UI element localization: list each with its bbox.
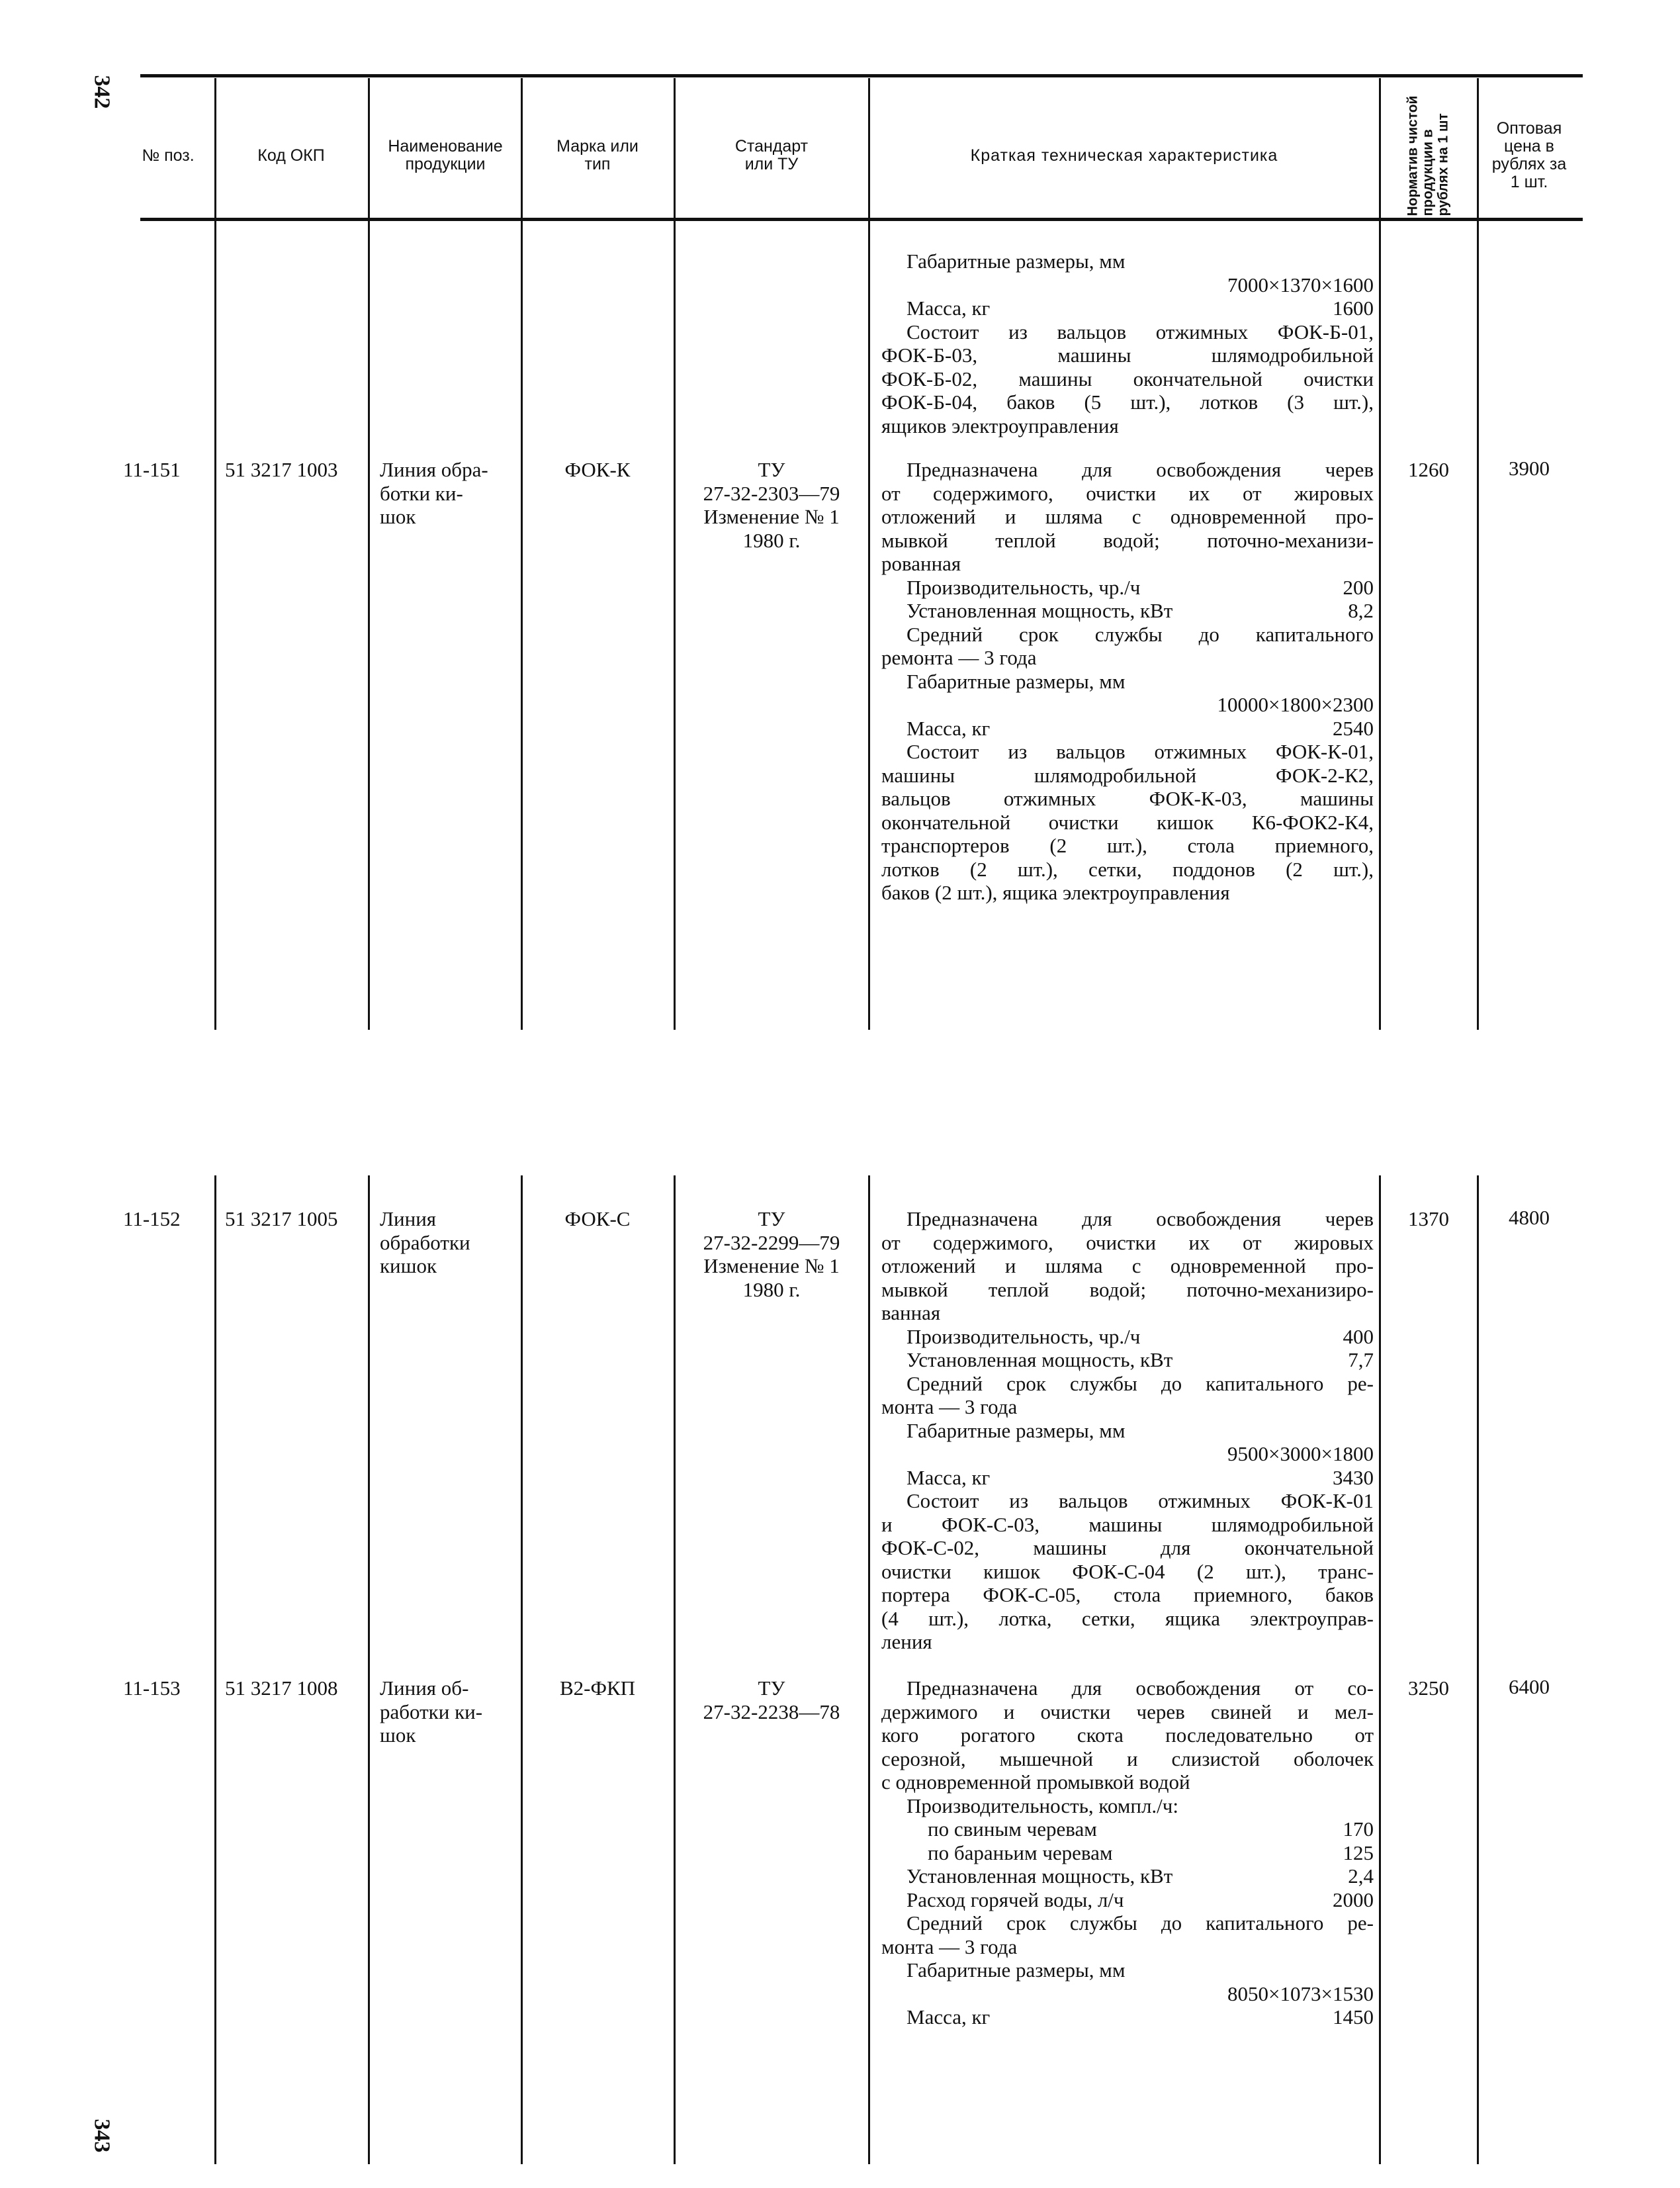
column-divider	[368, 220, 370, 1030]
description-line: машины шлямодробильной ФОК-2-К2,	[881, 763, 1374, 787]
description	[881, 1207, 1374, 1654]
spec-label: Габаритные размеры, мм	[906, 1958, 1126, 1982]
spec-row	[881, 717, 1374, 741]
description-line: монта — 3 года	[881, 1395, 1018, 1418]
spec-label: Производительность, чр./ч	[906, 1324, 1141, 1348]
description-line: портера ФОК-С-05, стола приемного, баков	[881, 1583, 1374, 1606]
column-divider	[1477, 78, 1479, 220]
spec-dimensions: 8050×1073×1530	[1227, 1982, 1374, 2005]
spec-row	[881, 599, 1374, 623]
spec-value: 170	[1343, 1817, 1374, 1841]
spec-value: 7,7	[1348, 1348, 1374, 1371]
product-name-line: Линия об-	[380, 1676, 469, 1700]
price-value: 6400	[1509, 1675, 1550, 1698]
position-number: 11-151	[123, 458, 181, 481]
product-name-line: шок	[380, 505, 416, 528]
description-line: Состоит из вальцов отжимных ФОК-К-01	[906, 1489, 1374, 1512]
spec-row	[881, 1888, 1374, 1912]
spec-label: по бараньим черевам	[928, 1841, 1113, 1864]
standard-line: Изменение № 1	[703, 505, 840, 528]
spec-value: 8,2	[1348, 599, 1374, 622]
spec-label: Установленная мощность, кВт	[906, 599, 1173, 622]
description-line: ремонта — 3 года	[881, 646, 1037, 669]
header-norm-cell	[1380, 78, 1476, 218]
spec-row	[881, 1841, 1374, 1865]
standard	[676, 1207, 867, 1301]
spec-value: 2000	[1333, 1888, 1374, 1911]
header-norm: Норматив чистой продукции в рублях на 1 шт	[1405, 95, 1451, 216]
spec-value: 125	[1343, 1841, 1374, 1864]
header-description: Краткая техническая характеристика	[970, 146, 1278, 165]
position-number: 11-153	[123, 1676, 181, 1700]
standard	[676, 458, 867, 552]
spec-label: Производительность, компл./ч:	[906, 1794, 1178, 1817]
description-line: и ФОК-С-03, машины шлямодробильной	[881, 1512, 1374, 1536]
spec-label: Установленная мощность, кВт	[906, 1864, 1173, 1888]
description-line: ФОК-Б-02, машины окончательной очистки	[881, 367, 1374, 390]
spec-row	[881, 2005, 1374, 2029]
okp-code: 51 3217 1008	[225, 1676, 338, 1700]
description-line: отложений и шляма с одновременной про-	[881, 1254, 1374, 1277]
spec-label: Габаритные размеры, мм	[906, 250, 1126, 273]
spec-row	[881, 1794, 1374, 1818]
spec-dimensions: 9500×3000×1800	[1227, 1442, 1374, 1465]
product-name-line: ботки ки-	[380, 481, 463, 505]
spec-row	[881, 1348, 1374, 1372]
spec-label: Габаритные размеры, мм	[906, 669, 1126, 693]
spec-row	[881, 296, 1374, 320]
standard-line: ТУ	[758, 458, 785, 481]
description-line: мывкой теплой водой; поточно-механизиро-	[881, 1277, 1374, 1301]
column-divider	[1379, 220, 1381, 1030]
product-name-line: Линия обра-	[380, 458, 488, 481]
description-line: (4 шт.), лотка, сетки, ящика электроуправ-	[881, 1606, 1374, 1630]
column-divider	[368, 78, 370, 220]
spec-label: Масса, кг	[906, 296, 991, 320]
spec-dimensions: 7000×1370×1600	[1227, 273, 1374, 296]
column-divider	[214, 1175, 216, 2164]
spec-value: 2,4	[1348, 1864, 1374, 1888]
spec-value: 200	[1343, 575, 1374, 599]
spec-label: Габаритные размеры, мм	[906, 1418, 1126, 1442]
standard-line: 1980 г.	[742, 1277, 801, 1301]
description-line: вальцов отжимных ФОК-К-03, машины	[881, 787, 1374, 810]
price-value: 4800	[1509, 1206, 1550, 1229]
norm-value: 1260	[1408, 458, 1449, 481]
description-line: Предназначена для освобождения от со-	[906, 1676, 1374, 1700]
description-line: отложений и шляма с одновременной про-	[881, 505, 1374, 528]
column-divider	[1477, 220, 1479, 1030]
description-line: кого рогатого скота последовательно от	[881, 1723, 1374, 1747]
header-brand: Марка или тип	[556, 137, 639, 173]
product-name	[380, 1207, 520, 1278]
description-line: ФОК-С-02, машины для окончательной	[881, 1536, 1374, 1559]
column-divider	[674, 220, 676, 1030]
description-line: от содержимого, очистки их от жировых	[881, 481, 1374, 505]
description-line: с одновременной промывкой водой	[881, 1770, 1190, 1794]
brand-type: В2-ФКП	[559, 1676, 636, 1700]
spec-row	[881, 1817, 1374, 1841]
description-line: ящиков электроуправления	[881, 414, 1119, 437]
standard-line: ТУ	[758, 1676, 785, 1700]
product-name	[380, 1676, 520, 1747]
price-value: 3900	[1509, 457, 1550, 480]
product-name-line: работки ки-	[380, 1700, 483, 1723]
column-divider	[521, 220, 523, 1030]
spec-label: Масса, кг	[906, 2005, 991, 2028]
description-line: баков (2 шт.), ящика электроуправления	[881, 881, 1230, 904]
page-number-top: 342	[89, 75, 114, 109]
standard-line: Изменение № 1	[703, 1254, 840, 1277]
description-line: Средний срок службы до капитального ре-	[906, 1911, 1374, 1935]
spec-label: Масса, кг	[906, 1465, 991, 1489]
page-number-bottom: 343	[89, 2119, 114, 2153]
description	[881, 1676, 1374, 2029]
header-standard: Стандарт или ТУ	[734, 137, 809, 173]
product-name-line: обработки	[380, 1230, 470, 1254]
column-divider	[674, 1175, 676, 2164]
description-line: транспортеров (2 шт.), стола приемного,	[881, 834, 1374, 857]
spec-label: Установленная мощность, кВт	[906, 1348, 1173, 1371]
column-divider	[521, 1175, 523, 2164]
table-top-rule	[140, 74, 1583, 77]
spec-value: 1600	[1333, 296, 1374, 320]
okp-code: 51 3217 1003	[225, 458, 338, 481]
description-line: Состоит из вальцов отжимных ФОК-К-01,	[906, 740, 1374, 763]
spec-row	[881, 576, 1374, 600]
header-bottom-rule	[140, 218, 1583, 221]
description-line: монта — 3 года	[881, 1935, 1018, 1958]
description-line: Состоит из вальцов отжимных ФОК-Б-01,	[906, 320, 1374, 343]
product-name	[380, 458, 520, 529]
spec-value: 2540	[1333, 716, 1374, 740]
description-line: окончательной очистки кишок К6-ФОК2-К4,	[881, 810, 1374, 834]
spec-row	[881, 1958, 1374, 1982]
header-price: Оптовая цена в рублях за 1 шт.	[1491, 119, 1567, 191]
description-line: Предназначена для освобождения черев	[906, 1207, 1374, 1230]
header-name: Наименование продукции	[388, 137, 503, 173]
spec-label: Производительность, чр./ч	[906, 575, 1141, 599]
column-divider	[368, 1175, 370, 2164]
description-line: Предназначена для освобождения черев	[906, 458, 1374, 481]
description-line: мывкой теплой водой; поточно-механизи-	[881, 528, 1374, 552]
description-line: лотков (2 шт.), сетки, поддонов (2 шт.),	[881, 857, 1374, 881]
standard	[676, 1676, 867, 1723]
description-line: серозной, мышечной и слизистой оболочек	[881, 1747, 1374, 1770]
column-divider	[868, 1175, 870, 2164]
product-name-line: шок	[380, 1723, 416, 1747]
description-line: ФОК-Б-04, баков (5 шт.), лотков (3 шт.),	[881, 390, 1374, 414]
brand-type: ФОК-С	[564, 1207, 631, 1230]
description-line: ФОК-Б-03, машины шлямодробильной	[881, 343, 1374, 367]
spec-row	[881, 1419, 1374, 1443]
spec-value: 3430	[1333, 1465, 1374, 1489]
spec-label: по свиным черевам	[928, 1817, 1097, 1841]
column-divider	[214, 220, 216, 1030]
spec-row	[881, 1466, 1374, 1490]
spec-dimensions: 10000×1800×2300	[1217, 693, 1374, 716]
description-line: Средний срок службы до капитального	[906, 622, 1374, 646]
spec-row	[881, 1325, 1374, 1349]
standard-line: 1980 г.	[742, 528, 801, 552]
column-divider	[1477, 1175, 1479, 2164]
spec-label: Расход горячей воды, л/ч	[906, 1888, 1124, 1911]
header-pos: № поз.	[142, 146, 195, 165]
norm-value: 3250	[1408, 1676, 1449, 1700]
standard-line: 27-32-2303—79	[703, 481, 840, 505]
position-number: 11-152	[123, 1207, 181, 1230]
description-line: от содержимого, очистки их от жировых	[881, 1230, 1374, 1254]
description-line: Средний срок службы до капитального ре-	[906, 1371, 1374, 1395]
product-name-line: Линия	[380, 1207, 437, 1230]
column-divider	[868, 220, 870, 1030]
standard-line: ТУ	[758, 1207, 785, 1230]
product-name-line: кишок	[380, 1254, 437, 1277]
description	[881, 458, 1374, 905]
standard-line: 27-32-2299—79	[703, 1230, 840, 1254]
header-okp: Код ОКП	[257, 146, 325, 165]
okp-code: 51 3217 1005	[225, 1207, 338, 1230]
brand-type: ФОК-К	[564, 458, 631, 481]
continuation-description	[881, 250, 1374, 437]
standard-line: 27-32-2238—78	[703, 1700, 840, 1723]
spec-value: 1450	[1333, 2005, 1374, 2028]
description-line: очистки кишок ФОК-С-04 (2 шт.), транс-	[881, 1559, 1374, 1583]
spec-row	[881, 670, 1374, 694]
description-line: рованная	[881, 552, 961, 575]
description-line: ления	[881, 1630, 932, 1653]
norm-value: 1370	[1408, 1207, 1449, 1230]
spec-label: Масса, кг	[906, 716, 991, 740]
description-line: ванная	[881, 1301, 941, 1324]
spec-row	[881, 1864, 1374, 1888]
spec-row	[881, 250, 1374, 273]
spec-value: 400	[1343, 1324, 1374, 1348]
description-line: держимого и очистки черев свиней и мел-	[881, 1700, 1374, 1723]
column-divider	[1379, 1175, 1381, 2164]
